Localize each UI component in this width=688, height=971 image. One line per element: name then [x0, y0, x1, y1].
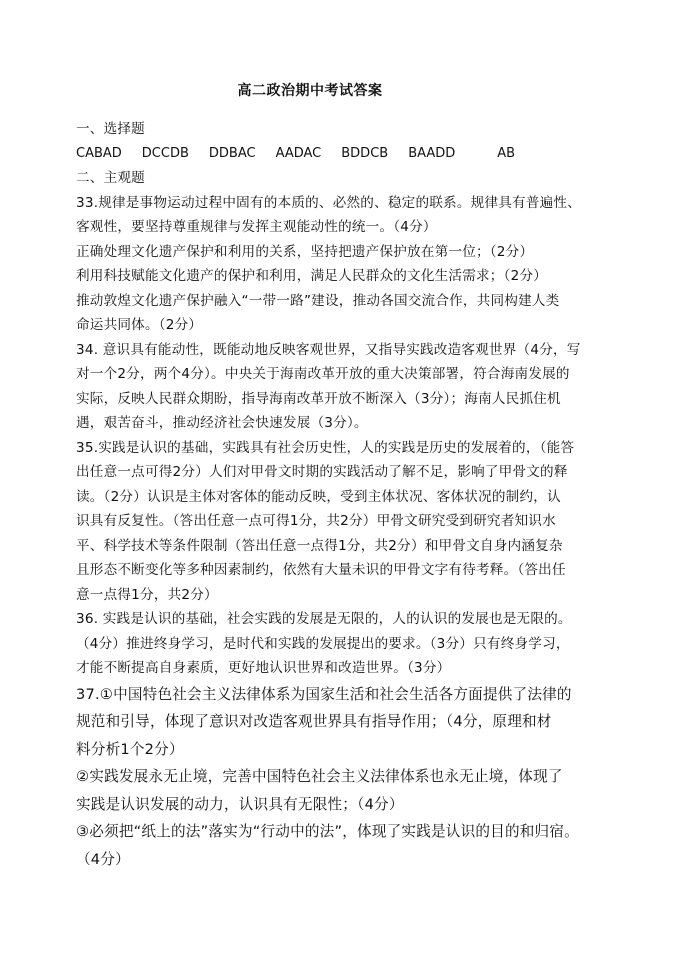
answer-line: 命运共同体。（2分） [76, 317, 203, 333]
answer-line: 识具有反复性。（答出任意一点可得1分，共2分）甲骨文研究受到研究者知识水 [76, 513, 556, 529]
answer-37 [76, 681, 636, 874]
answer-line: （4分） [76, 851, 130, 869]
answer-line: 实际，反映人民群众期盼，指导海南改革开放不断深入（3分）；海南人民抓住机 [76, 390, 561, 407]
answer-line: 平、科学技术等条件限制（答出任意一点得1分，共2分）和甲骨文自身内涵复杂 [76, 537, 563, 554]
answer-line: 33.规律是事物运动过程中固有的本质的、必然的、稳定的联系。规律具有普遍性、 [76, 194, 581, 211]
answer-line: 读。（2分）认识是主体对客体的能动反映，受到主体状况、客体状况的制约，认 [76, 488, 561, 505]
answer-line: 且形态不断变化等多种因素制约，依然有大量未识的甲骨文字有待考释。（答出任 [76, 562, 566, 578]
answer-group: BDDCB [341, 145, 389, 161]
answer-line: 36. 实践是认识的基础，社会实践的发展是无限的，人的认识的发展也是无限的。 [76, 611, 572, 627]
answer-line: 对一个2分，两个4分）。中央关于海南改革开放的重大决策部署，符合海南发展的 [76, 366, 570, 382]
answer-line: 才能不断提高自身素质，更好地认识世界和改造世界。（3分） [76, 660, 451, 676]
answer-line: 意一点得1分，共2分） [76, 586, 218, 603]
answer-line: 实践是认识发展的动力，认识具有无限性；（4分） [76, 795, 404, 813]
section-heading-subjective: 二、主观题 [76, 170, 145, 186]
choice-answer-row [76, 142, 636, 167]
answer-line: ③必须把“纸上的法”落实为“行动中的法”，体现了实践是认识的目的和归宿。 [76, 823, 579, 841]
answer-group: AADAC [275, 145, 322, 161]
answer-line: ②实践发展永无止境，完善中国特色社会主义法律体系也永无止境，体现了 [76, 768, 563, 786]
answer-line: 客观性，要坚持尊重规律与发挥主观能动性的统一。（4分） [76, 219, 437, 235]
answer-line: 利用科技赋能文化遗产的保护和利用，满足人民群众的文化生活需求；（2分） [76, 268, 548, 284]
answer-line: 正确处理文化遗产保护和利用的关系，坚持把遗产保护放在第一位；（2分） [76, 243, 534, 260]
answer-line: 遇，艰苦奋斗，推动经济社会快速发展（3分）。 [76, 415, 368, 431]
answer-line: 推动敦煌文化遗产保护融入“一带一路”建设，推动各国交流合作，共同构建人类 [76, 292, 560, 309]
answer-line: 料分析1个2分） [76, 740, 184, 758]
answer-line: 出任意一点可得2分）人们对甲骨文时期的实践活动了解不足，影响了甲骨文的释 [76, 464, 568, 480]
answer-line: （4分）推进终身学习，是时代和实践的发展提出的要求。（3分）只有终身学习， [76, 635, 570, 652]
answer-group: DDBAC [208, 145, 256, 161]
document-body [76, 117, 636, 874]
answer-group: CABAD [76, 145, 122, 161]
page-title: 高二政治期中考试答案 [237, 83, 383, 99]
answer-line: 35.实践是认识的基础，实践具有社会历史性，人的实践是历史的发展着的，（能答 [76, 439, 575, 456]
answer-group: DCCDB [141, 145, 189, 161]
answer-group: AB [497, 145, 516, 161]
section-heading-choice: 一、选择题 [76, 121, 145, 137]
answer-line: 34. 意识具有能动性，既能动地反映客观世界，又指导实践改造客观世界（4分，写 [76, 341, 581, 358]
answer-line: 规范和引导，体现了意识对改造客观世界具有指导作用；（4分，原理和材 [76, 713, 552, 731]
subjective-answers [76, 191, 636, 681]
answer-group: BAADD [408, 145, 456, 161]
answer-line: 37.①中国特色社会主义法律体系为国家生活和社会生活各方面提供了法律的 [76, 685, 572, 703]
